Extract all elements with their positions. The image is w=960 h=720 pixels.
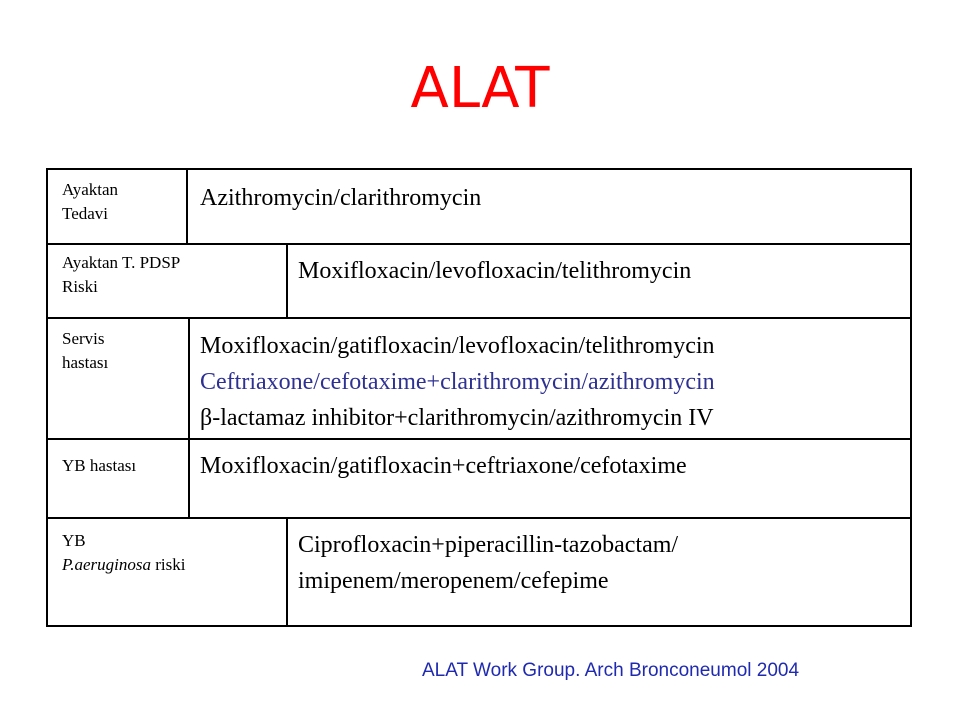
- table-row-ayaktan-pdsp: [46, 243, 912, 318]
- row-label-line: Ayaktan T. PDSP: [62, 253, 181, 272]
- row-content: [286, 519, 910, 625]
- row-label-line: Servis: [62, 329, 105, 348]
- content-line: Azithromycin/clarithromycin: [200, 185, 482, 211]
- table-row-ayaktan-tedavi: [46, 168, 912, 244]
- row-label-italic: P.aeruginosa: [62, 555, 151, 574]
- row-label-line: Tedavi: [62, 204, 109, 223]
- content-line: β-lactamaz inhibitor+clarithromycin/azithromycin IV: [200, 405, 714, 431]
- row-label: [48, 519, 286, 625]
- table-row-yb-pseudomonas: [46, 517, 912, 627]
- content-line: Moxifloxacin/gatifloxacin/levofloxacin/telithromycin: [200, 333, 715, 359]
- row-label-line: Riski: [62, 277, 98, 296]
- table-row-yb-hastasi: [46, 438, 912, 518]
- source-citation: ALAT Work Group. Arch Bronconeumol 2004: [422, 660, 800, 681]
- content-line: Moxifloxacin/gatifloxacin+ceftriaxone/cefotaxime: [200, 453, 687, 479]
- row-label-line: Ayaktan: [62, 180, 119, 199]
- row-content: [188, 440, 910, 518]
- row-content: [286, 245, 910, 318]
- row-label: [48, 319, 188, 439]
- row-content: [186, 170, 910, 244]
- content-line: imipenem/meropenem/cefepime: [298, 568, 609, 594]
- row-label-line: YB hastası: [62, 456, 137, 475]
- table-row-servis-hastasi: [46, 317, 912, 439]
- row-content: [188, 319, 910, 439]
- row-label-word: riski: [155, 555, 186, 574]
- slide-title: ALAT: [410, 56, 550, 121]
- row-label: [48, 440, 188, 518]
- row-label-line: YB: [62, 531, 86, 550]
- row-label-line: hastası: [62, 353, 109, 372]
- content-line: Ciprofloxacin+piperacillin-tazobactam/: [298, 532, 679, 558]
- row-label: [48, 245, 286, 318]
- content-line-highlighted: Ceftriaxone/cefotaxime+clarithromycin/azithromycin: [200, 369, 715, 395]
- content-line: Moxifloxacin/levofloxacin/telithromycin: [298, 258, 692, 284]
- row-label: [48, 170, 186, 244]
